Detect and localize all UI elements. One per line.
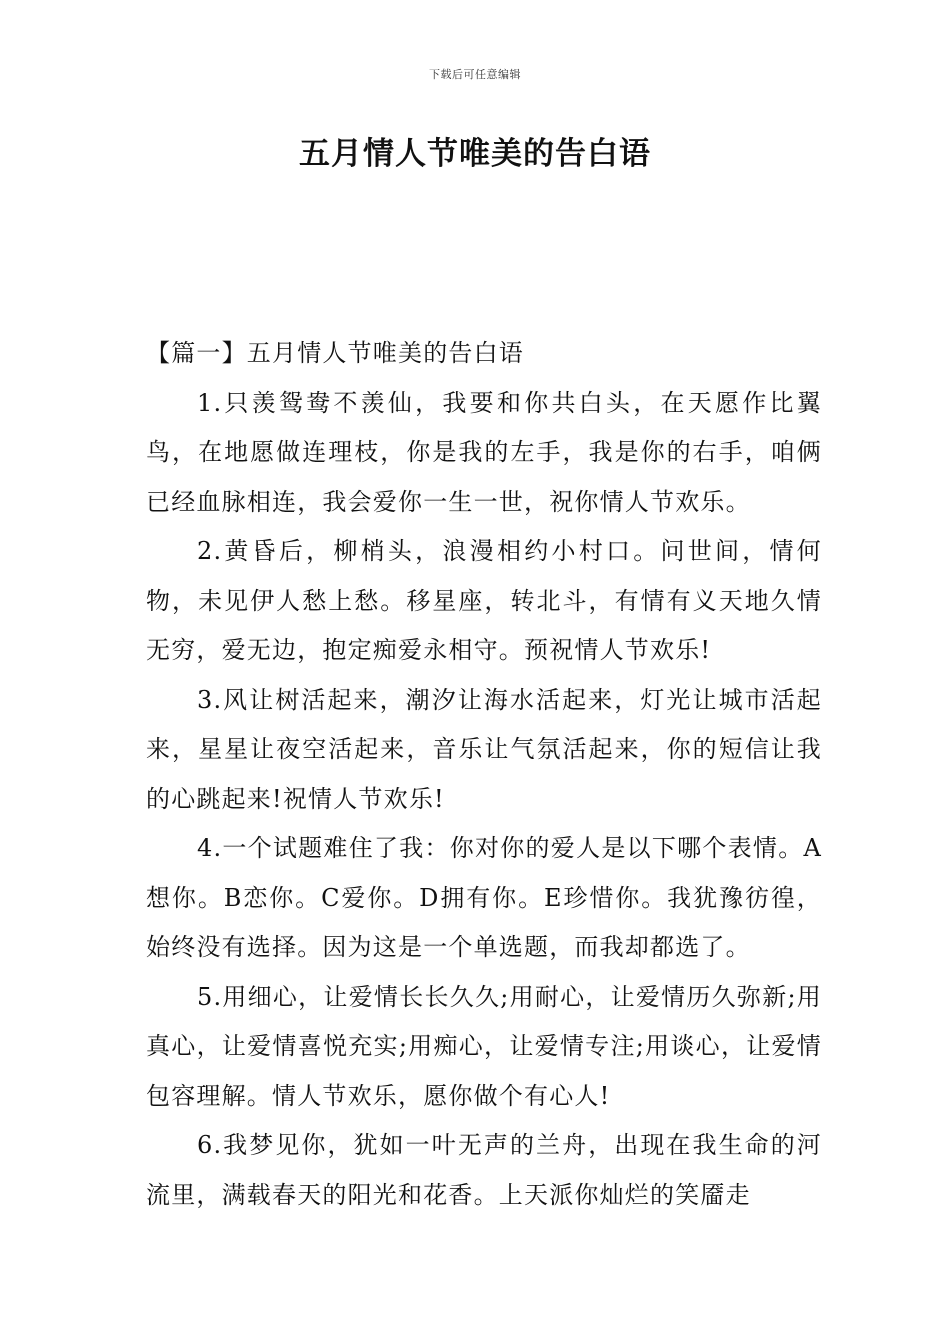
paragraph-3: 3.风让树活起来，潮汐让海水活起来，灯光让城市活起来，星星让夜空活起来，音乐让气氛活起来，你的短信让我的心跳起来!祝情人节欢乐! — [146, 685, 822, 813]
document-body — [146, 329, 822, 1220]
section-heading: 【篇一】五月情人节唯美的告白语 — [146, 339, 524, 367]
paragraph-4: 4.一个试题难住了我：你对你的爱人是以下哪个表情。A想你。B恋你。C爱你。D拥有你。E珍惜你。我犹豫彷徨，始终没有选择。因为这是一个单选题，而我却都选了。 — [146, 834, 822, 961]
document-title: 五月情人节唯美的告白语 — [299, 136, 651, 172]
paragraph-1: 1.只羡鸳鸯不羡仙，我要和你共白头，在天愿作比翼鸟，在地愿做连理枝，你是我的左手，我是你的右手，咱俩已经血脉相连，我会爱你一生一世，祝你情人节欢乐。 — [146, 388, 822, 516]
header-note: 下载后可任意编辑 — [429, 68, 521, 81]
paragraph-2: 2.黄昏后，柳梢头，浪漫相约小村口。问世间，情何物，未见伊人愁上愁。移星座，转北斗，有情有义天地久情无穷，爱无边，抱定痴爱永相守。预祝情人节欢乐! — [146, 537, 822, 664]
paragraph-6: 6.我梦见你，犹如一叶无声的兰舟，出现在我生命的河流里，满载春天的阳光和花香。上天派你灿烂的笑靥走 — [146, 1131, 822, 1209]
paragraph-5: 5.用细心，让爱情长长久久;用耐心，让爱情历久弥新;用真心，让爱情喜悦充实;用痴心，让爱情专注;用谈心，让爱情包容理解。情人节欢乐，愿你做个有心人! — [146, 982, 822, 1110]
